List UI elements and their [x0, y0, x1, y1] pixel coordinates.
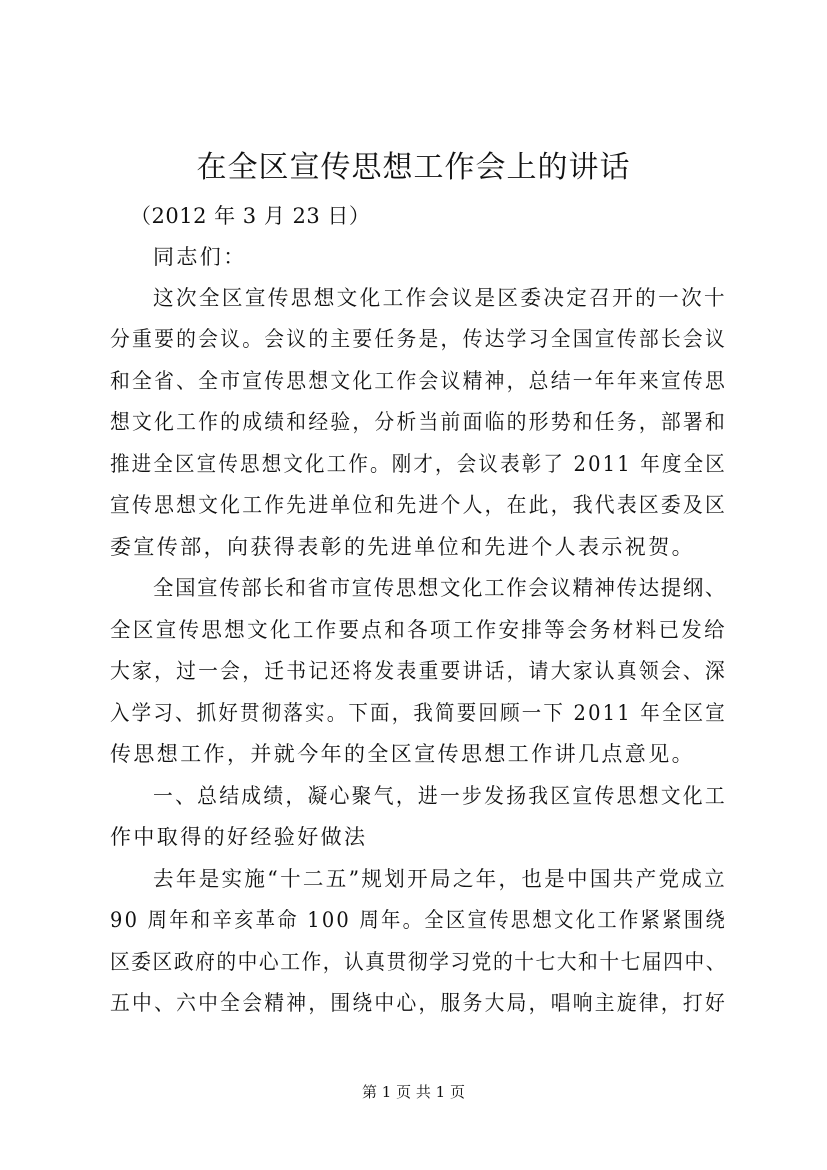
body-line: 想文化工作的成绩和经验，分析当前面临的形势和任务，部署和	[110, 410, 728, 434]
body-line: 委宣传部，向获得表彰的先进单位和先进个人表示祝贺。	[110, 535, 695, 559]
document-date: （2012 年 3 月 23 日）	[130, 204, 371, 228]
section-heading: 作中取得的好经验好做法	[110, 825, 368, 849]
page-footer: 第 1 页 共 1 页	[362, 1083, 465, 1101]
body-line: 和全省、全市宣传思想文化工作会议精神，总结一年年来宣传思	[110, 369, 728, 393]
body-line: 入学习、抓好贯彻落实。下面，我简要回顾一下 2011 年全区宣	[110, 701, 727, 725]
body-line: 这次全区宣传思想文化工作会议是区委决定召开的一次十	[153, 286, 728, 310]
body-line: 大家，过一会，迁书记还将发表重要讲话，请大家认真领会、深	[110, 659, 728, 683]
salutation: 同志们：	[153, 245, 247, 269]
body-line: 宣传思想文化工作先进单位和先进个人，在此，我代表区委及区	[110, 493, 728, 517]
body-line: 五中、六中全会精神，围绕中心，服务大局，唱响主旋律，打好	[110, 991, 728, 1015]
body-line: 90 周年和辛亥革命 100 周年。全区宣传思想文化工作紧紧围绕	[110, 908, 727, 932]
body-line: 全国宣传部长和省市宣传思想文化工作会议精神传达提纲、	[153, 576, 727, 600]
body-line: 区委区政府的中心工作，认真贯彻学习党的十七大和十七届四中、	[110, 950, 727, 974]
body-line: 去年是实施“十二五”规划开局之年，也是中国共产党成立	[153, 867, 728, 891]
body-line: 全区宣传思想文化工作要点和各项工作安排等会务材料已发给	[110, 618, 728, 642]
section-heading: 一、总结成绩，凝心聚气，进一步发扬我区宣传思想文化工	[153, 784, 727, 808]
document-title: 在全区宣传思想工作会上的讲话	[196, 150, 631, 185]
body-line: 推进全区宣传思想文化工作。刚才，会议表彰了 2011 年度全区	[110, 452, 727, 476]
body-line: 分重要的会议。会议的主要任务是，传达学习全国宣传部长会议	[110, 327, 728, 351]
body-line: 传思想工作，并就今年的全区宣传思想工作讲几点意见。	[110, 742, 695, 766]
